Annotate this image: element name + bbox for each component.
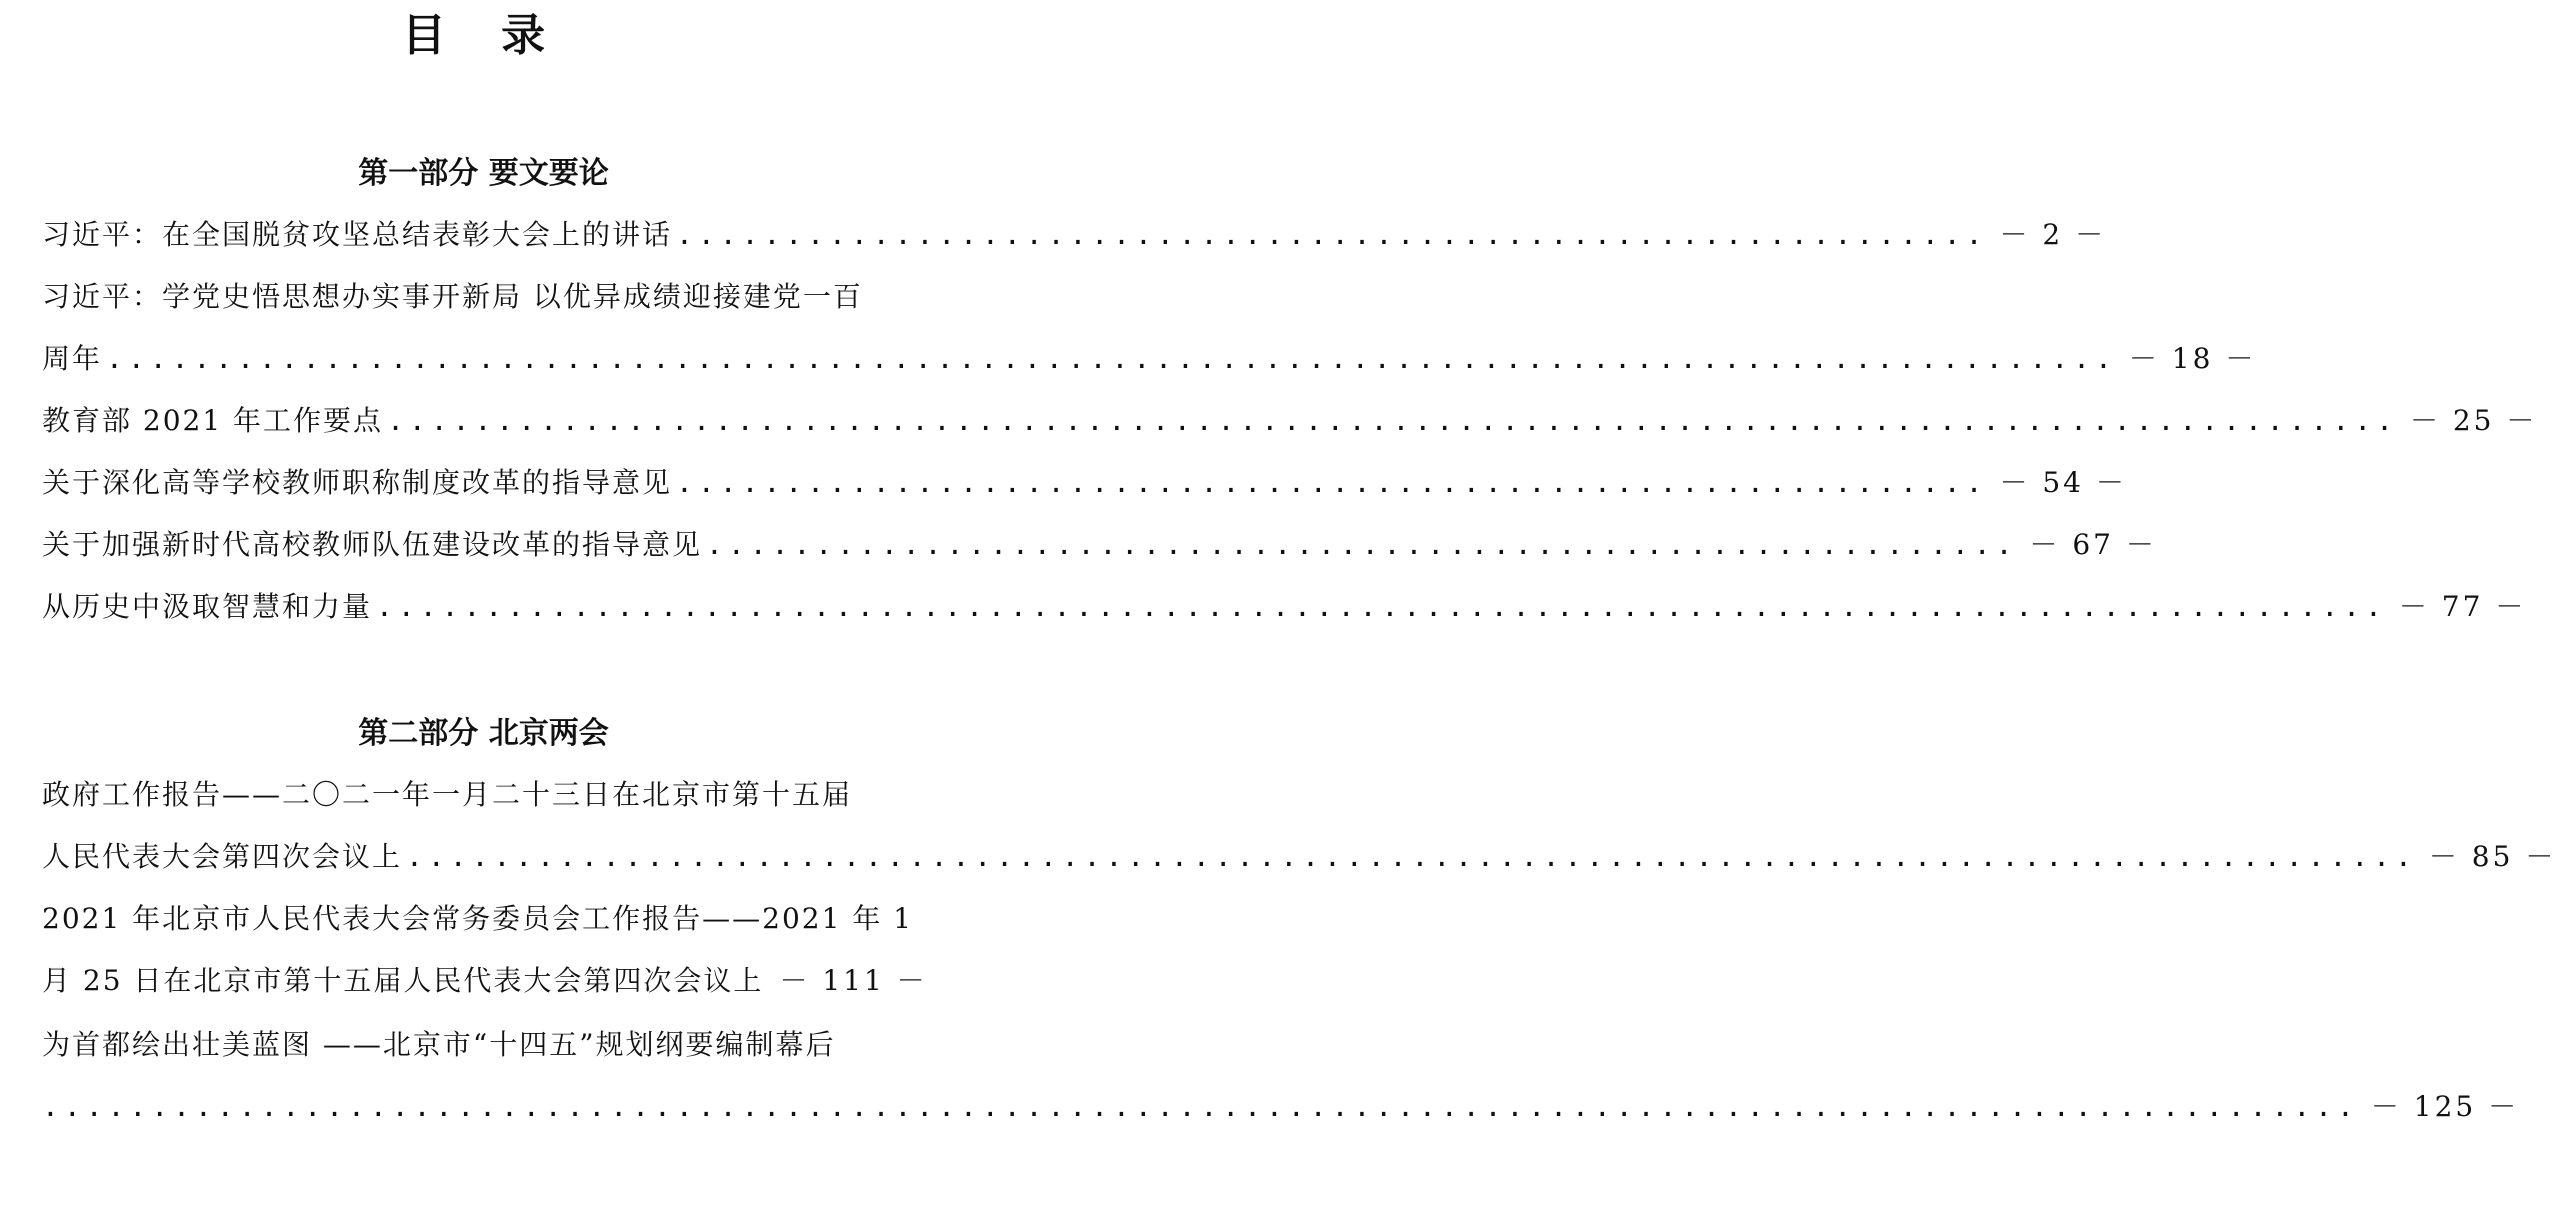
toc-entry-8-line2[interactable] xyxy=(42,960,928,1002)
toc-leader-dots: ............................................................ xyxy=(676,466,1988,499)
toc-entry-9-line2[interactable] xyxy=(42,1086,2520,1128)
toc-entry-title-cont: 周年 xyxy=(42,342,103,375)
toc-leader-dots: ............................................................ xyxy=(676,218,1988,251)
toc-entry-7-line1[interactable] xyxy=(42,774,924,816)
toc-entry-title: 政府工作报告——二〇二一年一月二十三日在北京市第十五届 xyxy=(42,778,853,811)
toc-leader-dots: ............................................................................................ xyxy=(406,840,2417,873)
toc-entry-2-line2[interactable] xyxy=(42,338,2257,380)
toc-entry-title: 教育部 2021 年工作要点 xyxy=(42,404,384,437)
toc-entry-page: － 2 － xyxy=(1999,218,2107,251)
toc-entry-2-line1[interactable] xyxy=(42,276,924,318)
toc-entry-title: 习近平：在全国脱贫攻坚总结表彰大会上的讲话 xyxy=(42,218,673,251)
toc-leader-dots: .......................................................................................................... xyxy=(42,1090,2359,1123)
toc-entry-page: － 18 － xyxy=(2128,342,2257,375)
toc-entry-page: － 85 － xyxy=(2428,840,2556,873)
toc-entry-title: 2021 年北京市人民代表大会常务委员会工作报告——2021 年 1 xyxy=(42,902,914,935)
toc-entry-page: － 54 － xyxy=(1999,466,2127,499)
toc-entry-title-cont: 人民代表大会第四次会议上 xyxy=(42,840,403,873)
toc-entry-title-cont: 月 25 日在北京市第十五届人民代表大会第四次会议上 xyxy=(42,964,764,997)
toc-entry-8-line1[interactable] xyxy=(42,898,924,940)
toc-entry-6[interactable] xyxy=(42,586,2527,628)
toc-leader-dots: ............................................................................................ xyxy=(376,590,2387,623)
toc-entry-title: 习近平：学党史悟思想办实事开新局 以优异成绩迎接建党一百 xyxy=(42,280,863,313)
section-heading-2: 第二部分 北京两会 xyxy=(358,716,609,751)
toc-leader-dots: ............................................................................................ xyxy=(387,404,2398,437)
toc-entry-4[interactable] xyxy=(42,462,2127,504)
toc-entry-page: － 25 － xyxy=(2409,404,2538,437)
toc-entry-page: － 67 － xyxy=(2029,528,2157,561)
toc-entry-title: 关于加强新时代高校教师队伍建设改革的指导意见 xyxy=(42,528,703,561)
toc-entry-title: 从历史中汲取智慧和力量 xyxy=(42,590,373,623)
toc-entry-7-line2[interactable] xyxy=(42,836,2556,878)
page-title: 目 录 xyxy=(401,10,566,61)
toc-entry-page: － 111 － xyxy=(779,964,928,997)
section-heading-1: 第一部分 要文要论 xyxy=(358,156,609,191)
toc-entry-1[interactable] xyxy=(42,214,2107,256)
toc-entry-5[interactable] xyxy=(42,524,2157,566)
toc-entry-title: 关于深化高等学校教师职称制度改革的指导意见 xyxy=(42,466,673,499)
toc-entry-3[interactable] xyxy=(42,400,2538,442)
toc-leader-dots: ............................................................................................ xyxy=(106,342,2117,375)
toc-entry-page: － 125 － xyxy=(2370,1090,2520,1123)
toc-leader-dots: ............................................................ xyxy=(706,528,2018,561)
toc-entry-9-line1[interactable] xyxy=(42,1024,924,1066)
toc-entry-title: 为首都绘出壮美蓝图 ——北京市“十四五”规划纲要编制幕后 xyxy=(42,1028,836,1061)
toc-entry-page: － 77 － xyxy=(2398,590,2527,623)
